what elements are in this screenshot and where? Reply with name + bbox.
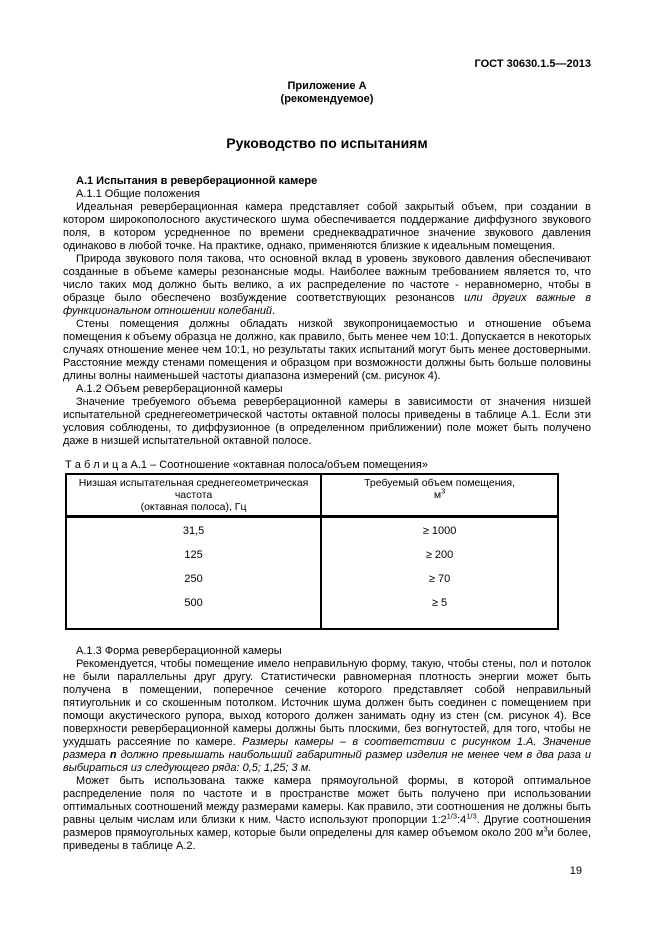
cell-frequency: 500 bbox=[66, 590, 321, 629]
paragraph-rectangular-chamber: Может быть использована также камера прямоугольной формы, в которой оптимальное распределение поля по частоте и в пространстве может быть получено при использовании оптимальных соотношений между размерами камеры. Как правило, эти соотношения не должны быть равны целым числам или близки к ним. Часто используют пропорции $1:2^{1/3}:4^{1/3}$. Другие соотношения размеров прямоугольных камер, которые были определены для камер объемом около 200 $м^3и$ более, приведены в таблице А.2. bbox=[63, 775, 591, 852]
paragraph-chamber-shape: Рекомендуется, чтобы помещение имело неправильную форму, такую, чтобы стены, пол и потолок не были параллельны друг другу. Статистически равномерная плотность энергии может быть получена в помещении, поперечное сечение которого представляет собой неправильный пятиугольник и со скошенным потолком. Источник шума должен быть соединен с помещением при помощи акустического рупора, выход которого должен занимать одну из стен (см. рисунок 4). Все поверхности реверберационной камеры должны быть плоскими, без вогнутостей, для того, чтобы не ухудшать рассеяние по камере. Размеры камеры – в соответствии с рисунком 1.А. Значение размера n должно превышать наибольший габаритный размер изделия не менее чем в два раза и выбираться из следующего ряда: 0,5; 1,25; 3 м. bbox=[63, 658, 591, 774]
paragraph-walls: Стены помещения должны обладать низкой звукопроницаемостью и отношение объема помещения к объему образца не должно, как правило, быть менее чем 10:1. Допускается в некоторых случаях отношение менее чем 10:1, но результаты таких испытаний могут быть менее достоверными. Расстояние между стенами помещения и образцом при возможности должны быть больше половины длины волны наименьшей частоты диапазона измерений (см. рисунок 4). bbox=[63, 318, 591, 382]
page-number: 19 bbox=[569, 865, 582, 877]
cell-volume: ≥ 5 bbox=[431, 597, 448, 609]
table-row bbox=[66, 566, 558, 590]
annex-title: Приложение А bbox=[287, 80, 367, 92]
table-row bbox=[66, 590, 558, 629]
doc-reference: ГОСТ 30630.1.5—2013 bbox=[474, 58, 591, 70]
cell-volume: ≥ 200 bbox=[425, 549, 454, 561]
paragraph-required-volume: Значение требуемого объема реверберационной камеры в зависимости от значения низшей испытательной среднегеометрической частоты октавной полосы приведены в таблице А.1. Если эти условия соблюдены, то диффузионное (в определенном приближении) поле может быть получено даже в низшей испытательной октавной полосе. bbox=[63, 396, 591, 447]
cell-frequency: 31,5 bbox=[66, 517, 321, 543]
heading-a1: А.1 Испытания в реверберационной камере bbox=[76, 175, 318, 187]
heading-a1-1: А.1.1 Общие положения bbox=[76, 188, 200, 200]
cell-volume: ≥ 1000 bbox=[422, 525, 457, 537]
page-title: Руководство по испытаниям bbox=[226, 135, 428, 151]
paragraph-sound-field-nature: Природа звукового поля такова, что основной вклад в уровень звукового давления обеспечивают созданные в объеме камеры резонансные моды. Наиболее важным требованием является то, что число таких мод должно быть велико, а их распределение по частоте - неравномерно, чтобы в образце было обеспечено возбуждение соответствующих резонансов или других важные в функциональном отношении колебаний. bbox=[63, 253, 591, 317]
table-row bbox=[66, 542, 558, 566]
document-body bbox=[63, 175, 591, 853]
cell-volume: ≥ 70 bbox=[428, 573, 451, 585]
cell-frequency: 125 bbox=[66, 542, 321, 566]
paragraphs-before-table bbox=[63, 175, 591, 448]
heading-a1-2: А.1.2 Объем реверберационной камеры bbox=[76, 383, 283, 395]
heading-a1-3: А.1.3 Форма реверберационной камеры bbox=[76, 645, 282, 657]
cell-frequency: 250 bbox=[66, 566, 321, 590]
paragraph-ideal-chamber: Идеальная реверберационная камера представляет собой закрытый объем, при создании в котором широкополосного акустического шума обеспечивается поддержание диффузного звукового поля, в котором усредненное по времени среднеквадратичное значение звукового давления одинаково в любой точке. На практике, однако, применяются близкие к идеальным помещения. bbox=[63, 201, 591, 252]
col-header-frequency: Низшая испытательная среднегеометрическая частота (октавная полоса), Гц bbox=[66, 474, 321, 517]
paragraphs-after-table bbox=[63, 645, 591, 853]
col-header-volume: Требуемый объем помещения, $м^3$ bbox=[321, 474, 558, 517]
annex-header bbox=[63, 80, 591, 106]
annex-subtitle: (рекомендуемое) bbox=[280, 93, 374, 105]
table-a1-header bbox=[66, 474, 558, 517]
table-row bbox=[66, 517, 558, 543]
table-a1 bbox=[65, 473, 559, 630]
table-a1-caption: Т а б л и ц а А.1 – Соотношение «октавная полоса/объем помещения» bbox=[65, 459, 428, 471]
